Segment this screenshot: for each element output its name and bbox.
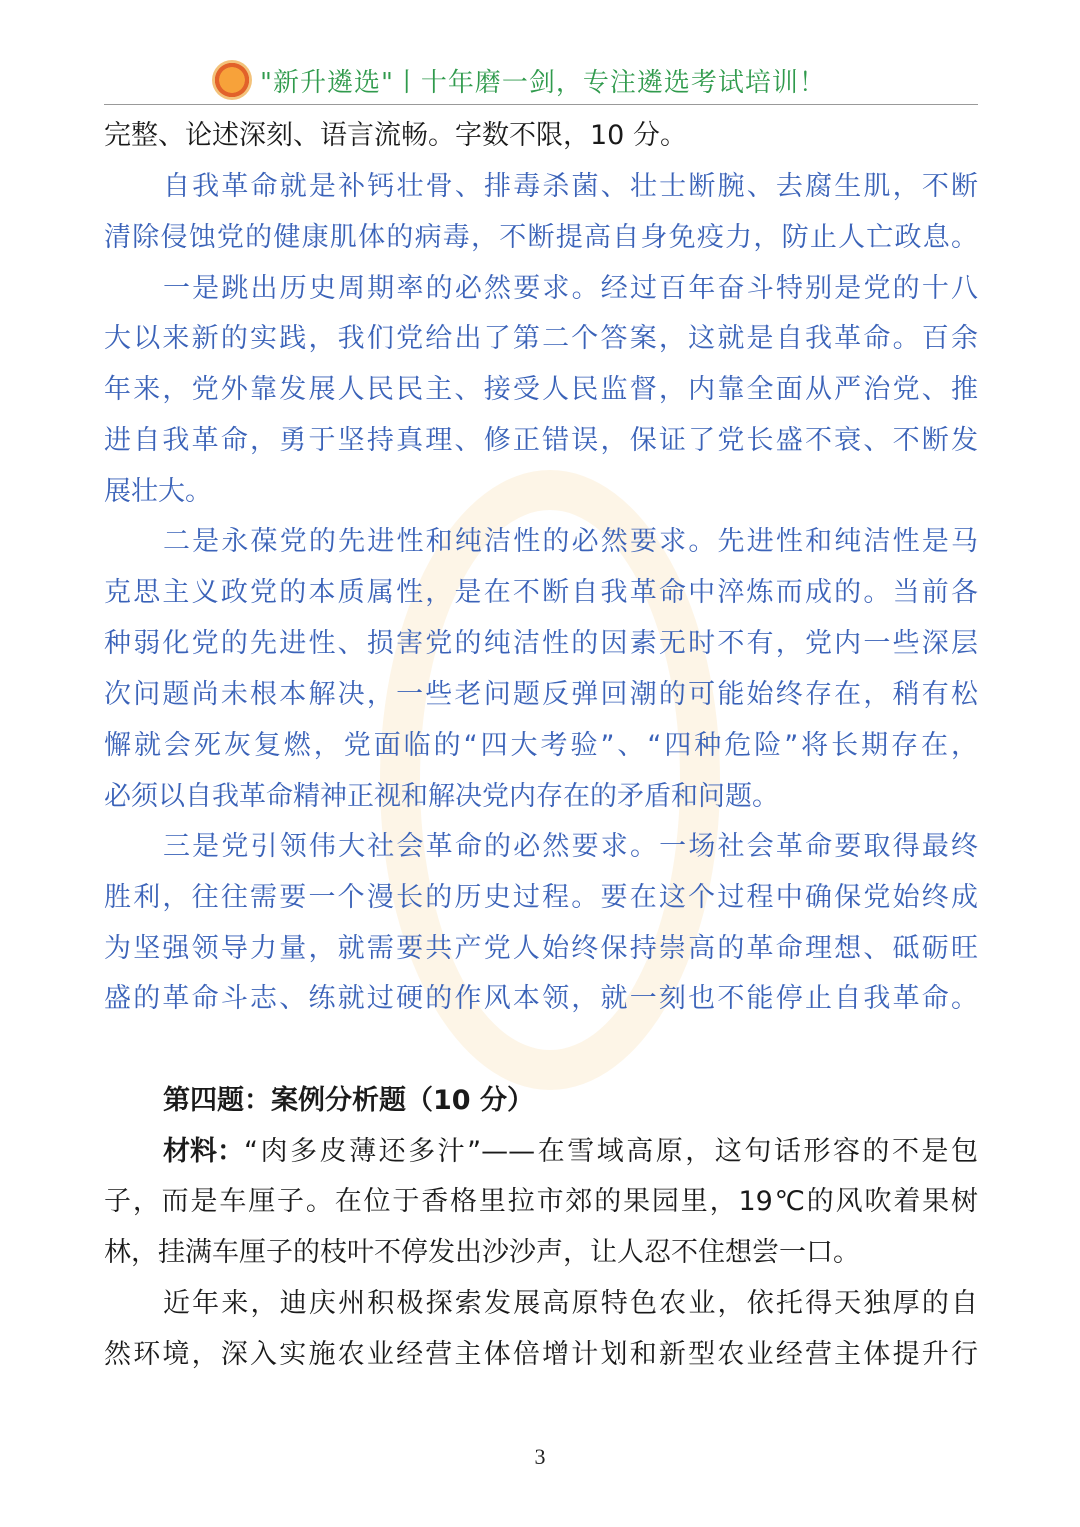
text-line: 完整、论述深刻、语言流畅。字数不限，10 分。 xyxy=(104,120,687,151)
material-label: 材料： xyxy=(163,1136,244,1167)
text-line: 克思主义政党的本质属性，是在不断自我革命中淬炼而成的。当前各 xyxy=(104,577,978,608)
brand-logo-icon xyxy=(212,60,252,100)
text-line: 然环境，深入实施农业经营主体倍增计划和新型农业经营主体提升行 xyxy=(104,1339,978,1370)
material-line xyxy=(163,1132,978,1172)
header-divider xyxy=(104,104,978,105)
text-line: 胜利，往往需要一个漫长的历史过程。要在这个过程中确保党始终成 xyxy=(104,882,978,913)
text-line: 为坚强领导力量，就需要共产党人始终保持崇高的革命理想、砥砺旺 xyxy=(104,933,978,964)
text-line: 一是跳出历史周期率的必然要求。经过百年奋斗特别是党的十八 xyxy=(163,273,978,304)
text-line: 近年来，迪庆州积极探索发展高原特色农业，依托得天独厚的自 xyxy=(163,1288,978,1319)
text-line: 大以来新的实践，我们党给出了第二个答案，这就是自我革命。百余 xyxy=(104,323,978,354)
text-line: 进自我革命，勇于坚持真理、修正错误，保证了党长盛不衰、不断发 xyxy=(104,425,978,456)
text-line: 盛的革命斗志、练就过硬的作风本领，就一刻也不能停止自我革命。 xyxy=(104,983,978,1014)
text-line: “肉多皮薄还多汁”——在雪域高原，这句话形容的不是包 xyxy=(244,1136,978,1167)
text-line: 林，挂满车厘子的枝叶不停发出沙沙声，让人忍不住想尝一口。 xyxy=(104,1237,860,1268)
text-line: 次问题尚未根本解决，一些老问题反弹回潮的可能始终存在，稍有松 xyxy=(104,679,978,710)
page-header xyxy=(212,58,826,102)
page-number: 3 xyxy=(534,1444,546,1469)
text-line: 子，而是车厘子。在位于香格里拉市郊的果园里，19℃的风吹着果树 xyxy=(104,1186,978,1217)
text-line: 必须以自我革命精神正视和解决党内存在的矛盾和问题。 xyxy=(104,781,779,812)
text-line: 三是党引领伟大社会革命的必然要求。一场社会革命要取得最终 xyxy=(163,831,978,862)
text-line: 清除侵蚀党的健康肌体的病毒，不断提高自身免疫力，防止人亡政息。 xyxy=(104,222,978,253)
text-line: 展壮大。 xyxy=(104,476,212,507)
question-heading: 第四题：案例分析题（10 分） xyxy=(163,1085,534,1116)
text-line: 自我革命就是补钙壮骨、排毒杀菌、壮士断腕、去腐生肌，不断 xyxy=(163,171,978,202)
text-line: 种弱化党的先进性、损害党的纯洁性的因素无时不有，党内一些深层 xyxy=(104,628,978,659)
text-line: 二是永葆党的先进性和纯洁性的必然要求。先进性和纯洁性是马 xyxy=(163,526,978,557)
text-line: 懈就会死灰复燃，党面临的“四大考验”、“四种危险”将长期存在， xyxy=(104,730,978,761)
header-slogan: "新升遴选"丨十年磨一剑，专注遴选考试培训！ xyxy=(260,67,826,98)
text-line: 年来，党外靠发展人民民主、接受人民监督，内靠全面从严治党、推 xyxy=(104,374,978,405)
